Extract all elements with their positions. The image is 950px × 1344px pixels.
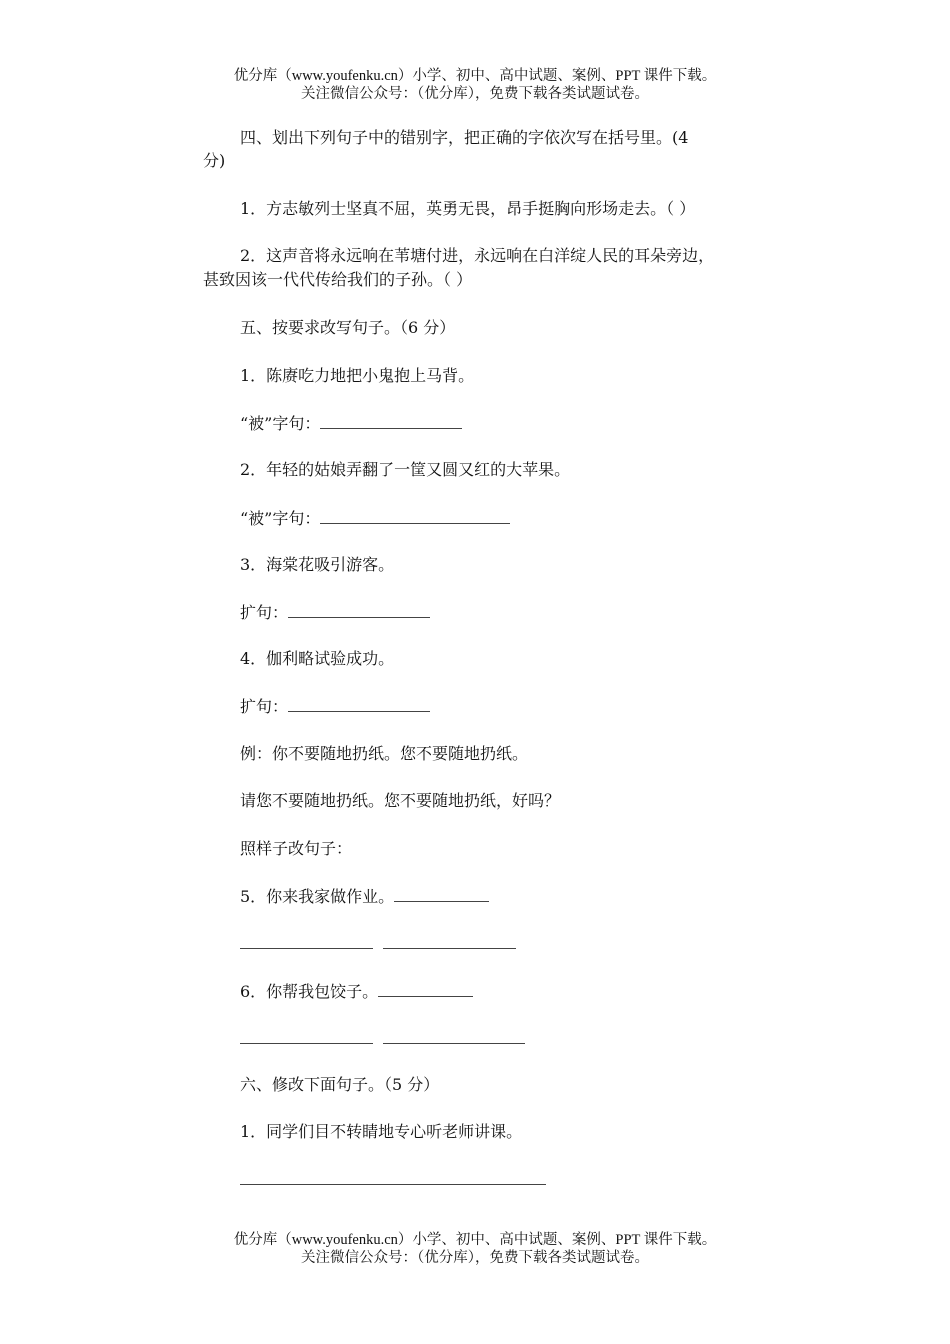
expand-label: 扩句： xyxy=(240,603,289,622)
answer-blank[interactable] xyxy=(378,980,473,997)
section-4-question-1: 1．方志敏列士坚真不屈，英勇无畏，昂手挺胸向形场走去。（ ） xyxy=(240,199,696,218)
section-5-question-5 xyxy=(240,885,489,908)
answer-blank[interactable] xyxy=(383,1027,525,1044)
answer-blank[interactable] xyxy=(240,932,373,949)
section-5-answer-3 xyxy=(240,601,430,624)
section-6-question-1: 1．同学们目不转睛地专心听老师讲课。 xyxy=(240,1122,523,1141)
section-4-question-2-line-1: 2．这声音将永远响在苇塘付进，永远响在白洋绽人民的耳朵旁边， xyxy=(240,246,715,265)
section-5-answer-5 xyxy=(240,932,516,955)
section-5-question-1: 1．陈赓吃力地把小鬼抱上马背。 xyxy=(240,366,475,385)
passive-label: “被”字句： xyxy=(240,509,321,528)
section-5-instruction: 照样子改句子： xyxy=(240,839,353,858)
section-5-answer-1 xyxy=(240,412,462,435)
answer-blank[interactable] xyxy=(394,885,489,902)
header-line-1: 优分库（www.youfenku.cn）小学、初中、高中试题、案例、PPT 课件下载。 xyxy=(233,68,717,84)
section-5-question-6 xyxy=(240,980,473,1003)
expand-label: 扩句： xyxy=(240,697,289,716)
section-5-question-2: 2．年轻的姑娘弄翻了一筐又圆又红的大苹果。 xyxy=(240,460,571,479)
passive-label: “被”字句： xyxy=(240,414,321,433)
answer-blank[interactable] xyxy=(383,932,516,949)
answer-blank[interactable] xyxy=(320,507,510,524)
section-4-question-2-line-2: 甚致因该一代代传给我们的子孙。（ ） xyxy=(203,270,473,289)
section-4-title: 四、划出下列句子中的错别字，把正确的字依次写在括号里。(4 xyxy=(240,128,689,147)
section-5-answer-6 xyxy=(240,1027,525,1050)
question-text: 5．你来我家做作业。 xyxy=(240,887,395,906)
header-line-2: 关注微信公众号：（优分库），免费下载各类试题试卷。 xyxy=(301,86,649,102)
answer-blank[interactable] xyxy=(240,1027,373,1044)
answer-blank[interactable] xyxy=(288,601,430,618)
section-6-title: 六、修改下面句子。（5 分） xyxy=(240,1075,440,1094)
section-4-title-cont: 分) xyxy=(203,151,226,170)
section-5-answer-4 xyxy=(240,695,430,718)
answer-blank[interactable] xyxy=(288,695,430,712)
section-5-example-2: 请您不要随地扔纸。您不要随地扔纸，好吗？ xyxy=(240,791,561,810)
section-6-answer-1 xyxy=(240,1168,546,1191)
footer-line-2: 关注微信公众号：（优分库），免费下载各类试题试卷。 xyxy=(301,1250,649,1266)
footer-line-1: 优分库（www.youfenku.cn）小学、初中、高中试题、案例、PPT 课件下载。 xyxy=(233,1232,717,1248)
section-5-answer-2 xyxy=(240,507,510,530)
section-5-question-3: 3．海棠花吸引游客。 xyxy=(240,555,395,574)
question-text: 6．你帮我包饺子。 xyxy=(240,982,379,1001)
answer-blank[interactable] xyxy=(320,412,462,429)
section-5-title: 五、按要求改写句子。（6 分） xyxy=(240,318,456,337)
section-5-example-1: 例：你不要随地扔纸。您不要随地扔纸。 xyxy=(240,744,529,763)
section-5-question-4: 4．伽利略试验成功。 xyxy=(240,649,395,668)
answer-blank[interactable] xyxy=(240,1168,546,1185)
